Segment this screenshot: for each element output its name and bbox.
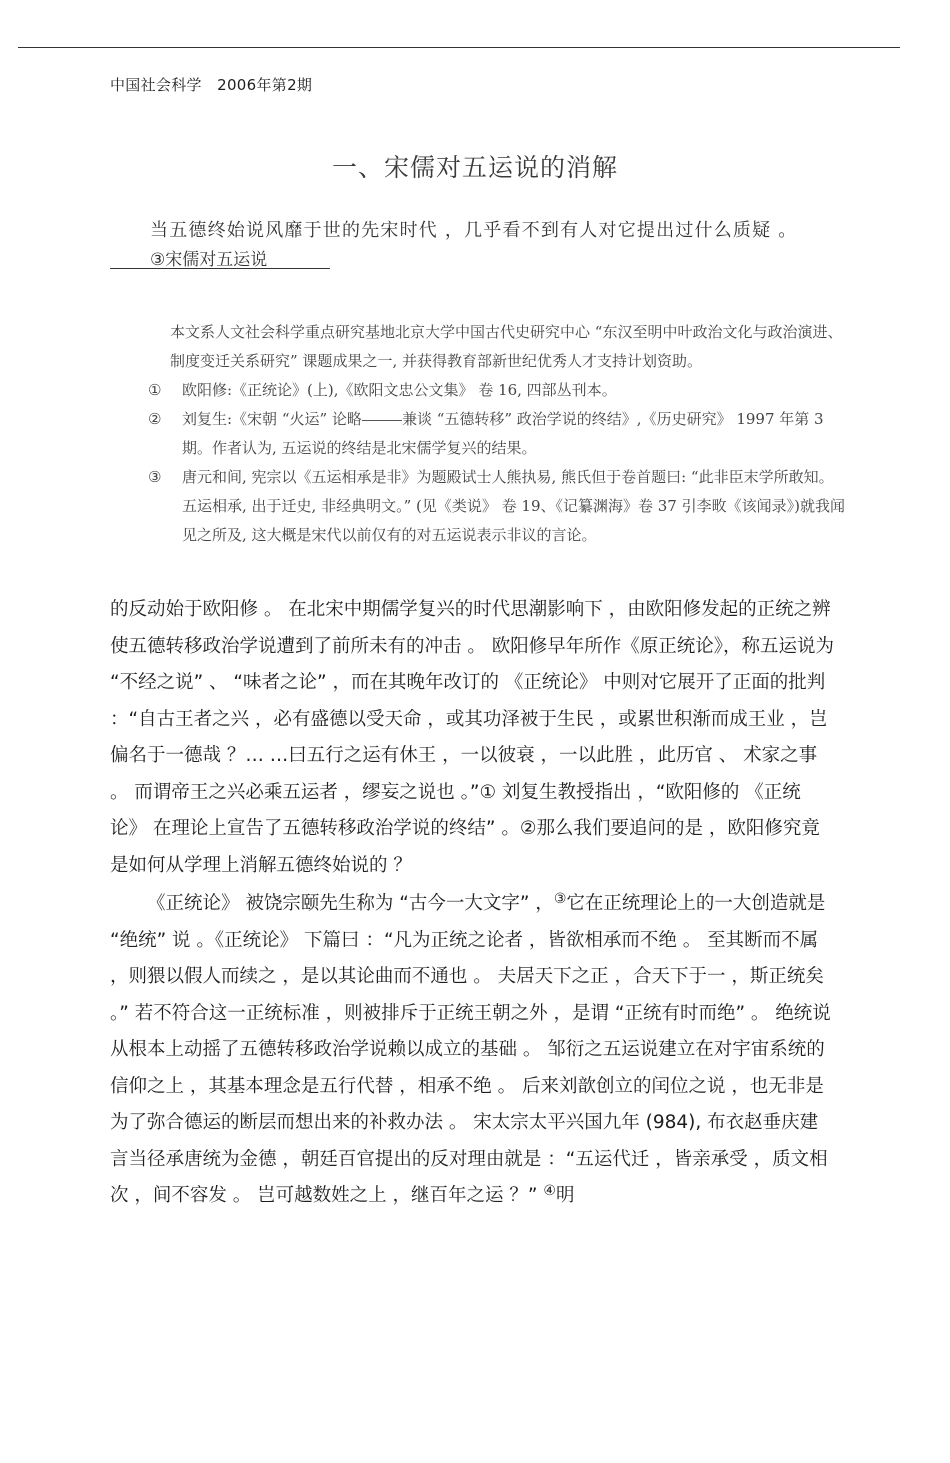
- footnotes: [148, 318, 848, 550]
- text-run: 的反动始于欧阳修 。 在北宋中期儒学复兴的时代思潮影响下 ，由欧阳修发起的正统之辨使五德转移政治学说遭到了前所未有的冲击 。 欧阳修早年所作《原正统论》，称五运说为 “不经之说” 、 “味者之论” ，而在其晚年改订的 《正统论》 中则对它展开了正面的批判 ：“自古王者之兴 ，必有盛德以受天命 ，或其功泽被于生民 ，或累世积渐而成王业 ，岂偏名于一德哉 ？… …曰五行之运有休王 ，一以彼衰 ，一以此胜 ，此历官 、 术家之事 。 而谓帝王之兴必乘五运者 ，缪妄之说也 。”: [110, 599, 835, 803]
- footnote-text-part: 兼谈 “五德转移” 政治学说的终结》,《历史研究》 1997 年第 3 期。作者认为, 五运说的终结是北宋儒学复兴的结果。: [182, 410, 824, 457]
- dash-rule: [362, 420, 402, 421]
- footnote-ref: ③: [553, 891, 567, 907]
- footnote-marker: ②: [148, 410, 162, 428]
- lead-continuation: ③宋儒对五运说: [150, 250, 268, 270]
- body-text: [110, 592, 836, 1215]
- text-run: 刘复生教授指出 ，“欧阳修的 《正统论》 在理论上宣告了五德转移政治学说的终结” 。: [110, 781, 801, 839]
- footnote-3: [148, 463, 848, 550]
- header-rule: [18, 47, 900, 48]
- section-title: 一、宋儒对五运说的消解: [331, 153, 618, 182]
- footnote-ref: ①: [479, 781, 497, 803]
- text-run: 它在正统理论上的一大创造就是 “绝统” 说 。《正统论》 下篇曰 ：“凡为正统之论者 ，皆欲相承而不绝 。 至其断而不属 ，则猥以假人而续之 ，是以其论曲而不通也 。 夫居天下之正 ，合天下于一 ，斯正统矣 。” 若不符合这一正统标准 ，则被排斥于正统王朝之外 ，是谓 “正统有时而绝” 。 绝统说从根本上动摇了五德转移政治学说赖以成立的基础 。 邹衍之五运说建立在对宇宙系统的信仰之上 ，其基本理念是五行代替 ，相承不绝 。 后来刘歆创立的闰位之说 ，也无非是为了弥合德运的断层而想出来的补救办法 。 宋太宗太平兴国九年 (984), 布衣赵垂庆建言当径承唐统为金德 ，朝廷百官提出的反对理由就是 ：“五运代迁 ，皆亲承受 ，质文相次 ，间不容发 。 岂可越数姓之上 ，继百年之运 ？”: [110, 893, 831, 1206]
- journal-header: 中国社会科学 2006年第2期: [110, 76, 313, 94]
- footnote-separator: [110, 268, 330, 269]
- footnote-ref: ②: [519, 818, 537, 839]
- footnote-1: [148, 376, 848, 405]
- footnote-2: [148, 405, 848, 463]
- footnote-marker: ①: [148, 381, 162, 399]
- footnote-text: [182, 405, 848, 463]
- footnote-marker: ③: [148, 468, 162, 486]
- footnote-text: 唐元和间, 宪宗以《五运相承是非》为题殿试士人熊执易, 熊氏但于卷首题曰: “此非臣末学所敢知。五运相承, 出于迁史, 非经典明文。” (见《类说》 卷 19、《记纂渊海》卷 37 引李畋《该闻录》)就我闻见之所及, 这大概是宋代以前仅有的对五运说表示非议的言论。: [182, 468, 845, 544]
- text-run: 明: [555, 1185, 575, 1206]
- paragraph: [110, 592, 836, 884]
- footnote-funding-text: 本文系人文社会科学重点研究基地北京大学中国古代史研究中心 “东汉至明中叶政治文化与政治演进、制度变迁关系研究” 课题成果之一, 并获得教育部新世纪优秀人才支持计划资助。: [170, 323, 843, 370]
- footnote-text-part: 刘复生:《宋朝 “火运” 论略: [182, 410, 362, 428]
- footnote-ref: ④: [543, 1183, 556, 1199]
- footnote-funding: [148, 318, 848, 376]
- text-run: 那么我们要追问的是 ，欧阳修究竟是如何从学理上消解五德终始说的 ？: [110, 818, 820, 876]
- footnote-text: 欧阳修:《正统论》(上),《欧阳文忠公文集》 卷 16, 四部丛刊本。: [182, 381, 617, 399]
- paragraph: [110, 886, 836, 1215]
- lead-line: 当五德终始说风靡于世的先宋时代 ，几乎看不到有人对它提出过什么质疑 。: [150, 220, 798, 241]
- text-run: 《正统论》 被饶宗颐先生称为 “古今一大文字” ，: [147, 893, 554, 914]
